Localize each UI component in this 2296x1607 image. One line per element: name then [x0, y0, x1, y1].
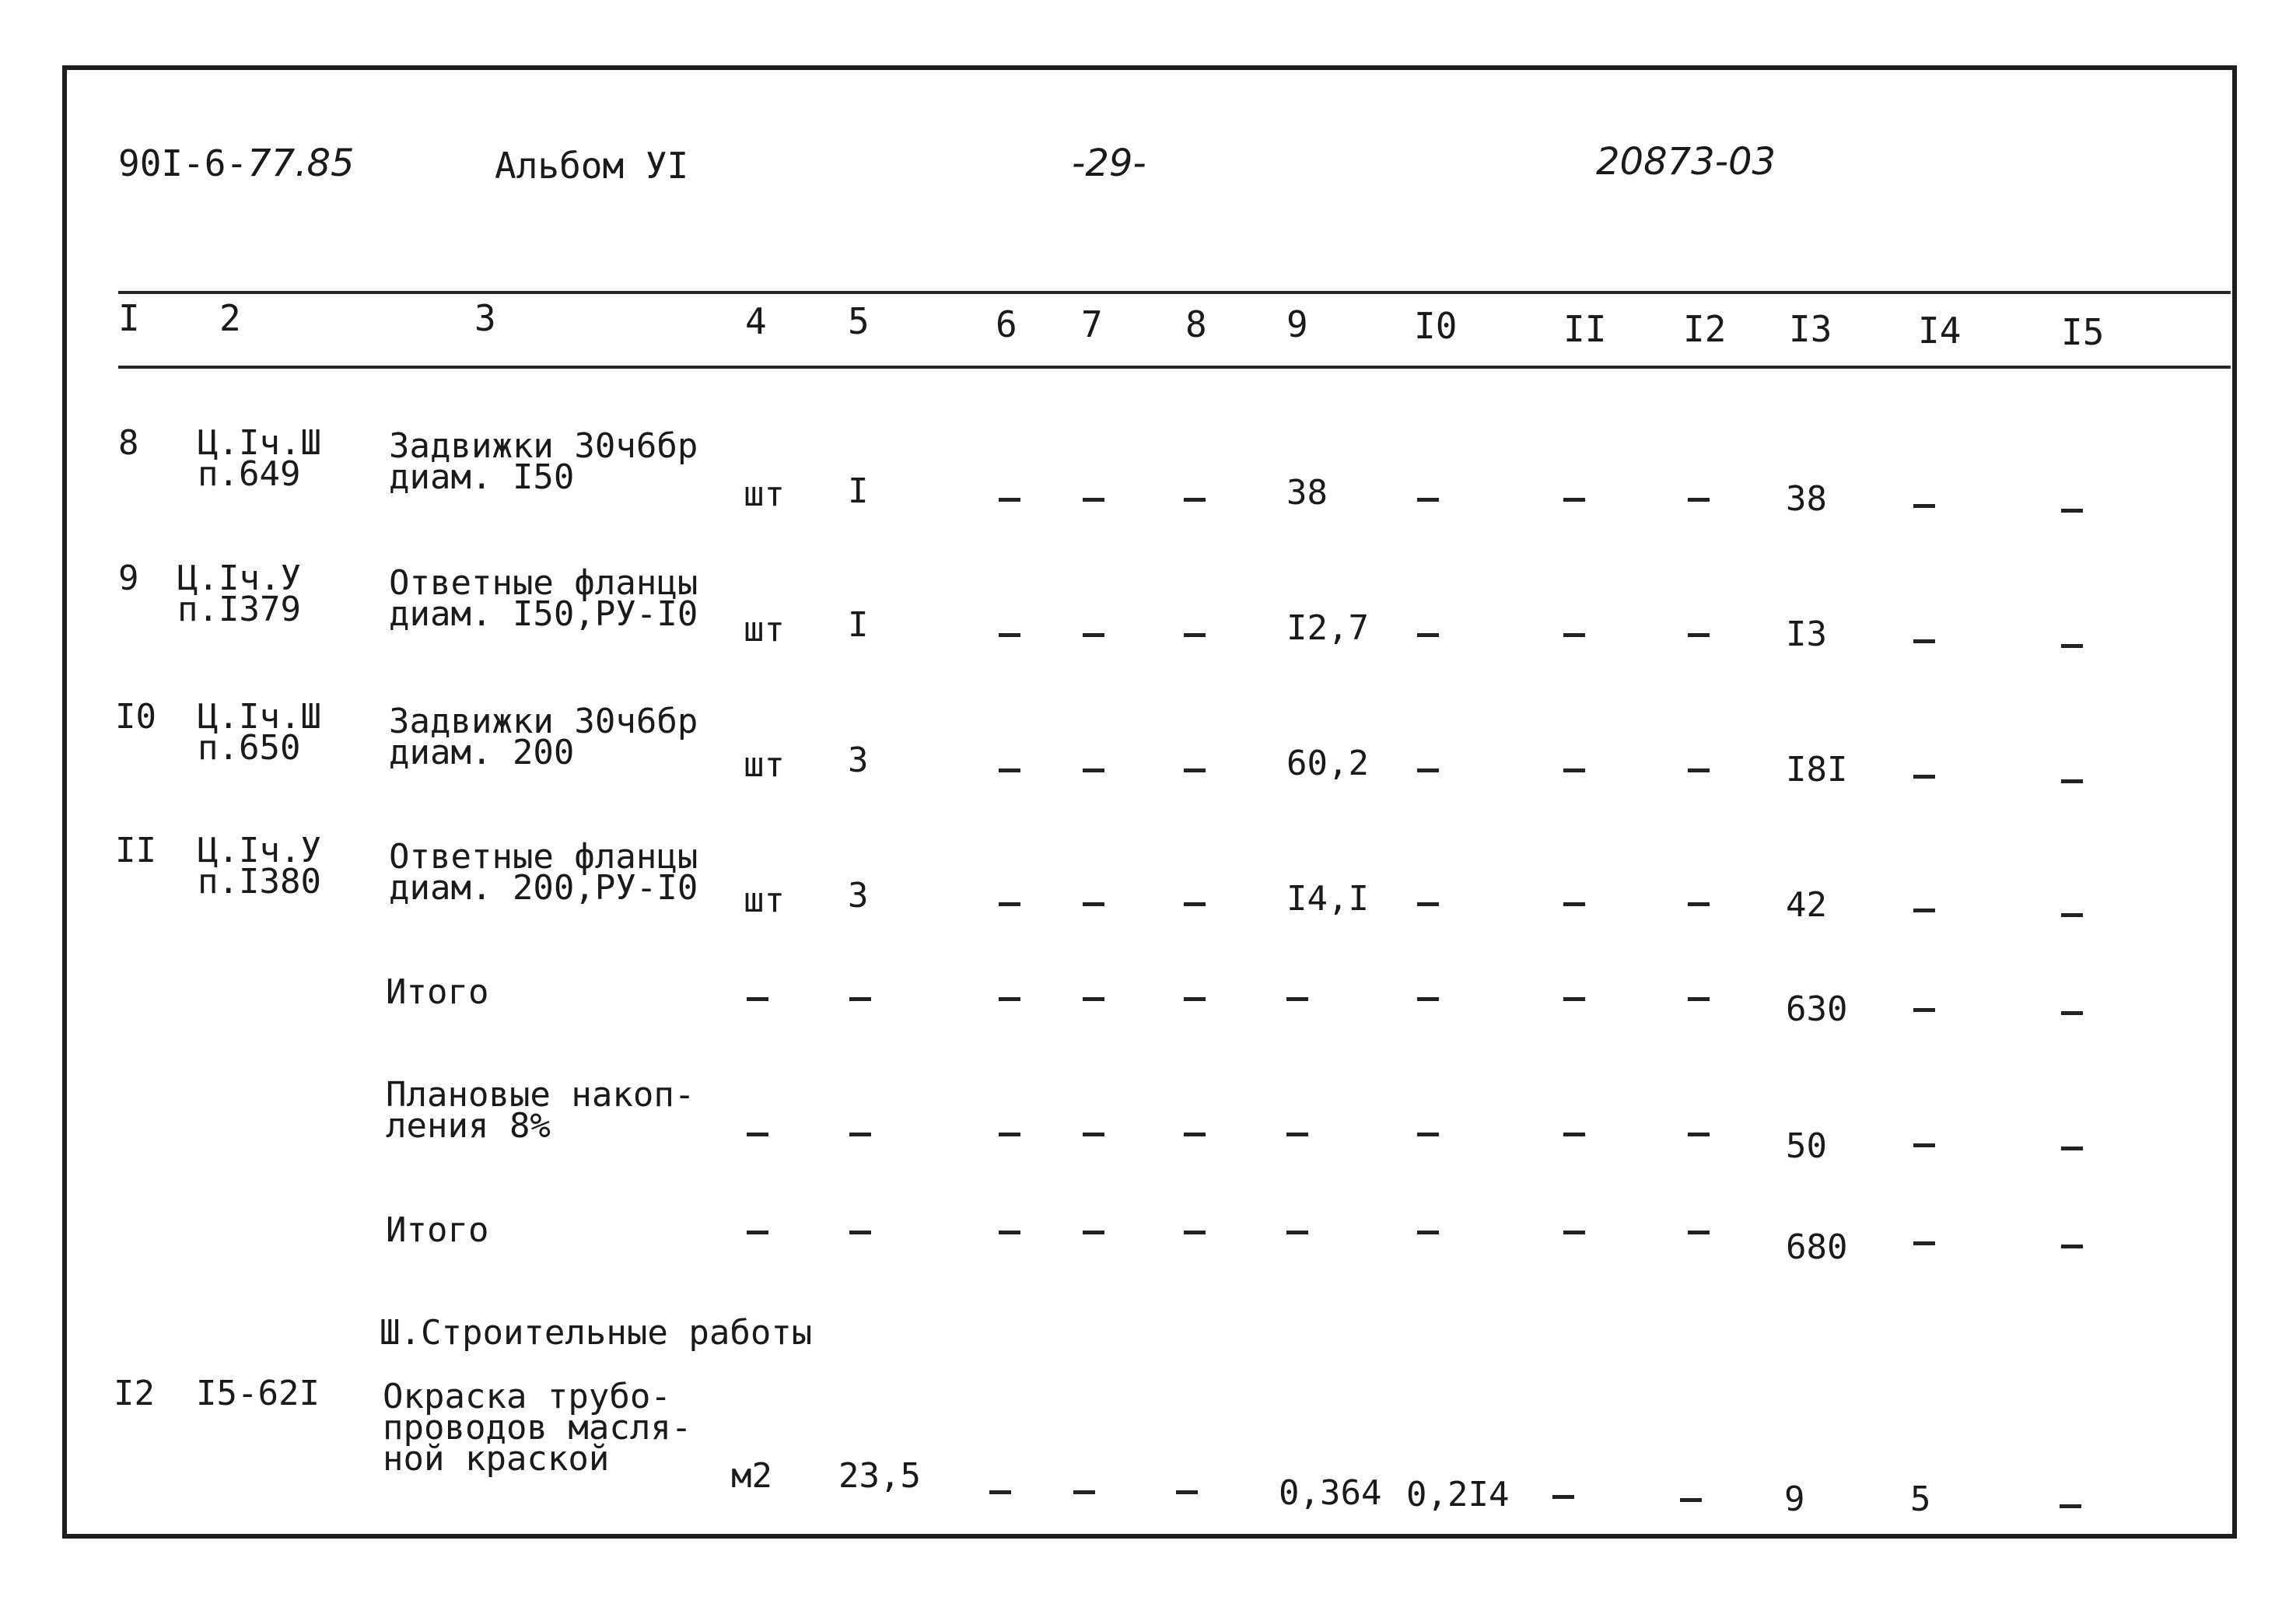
col-header-12: I2 — [1683, 308, 1727, 350]
empty-cell-dash — [747, 1231, 768, 1234]
empty-cell-dash — [1083, 1231, 1104, 1234]
col-header-3: 3 — [474, 297, 496, 339]
row-unit: шт — [744, 474, 785, 514]
row-reference: Ц.Iч.У п.I379 — [177, 558, 301, 629]
row-col9: 0,364 — [1279, 1473, 1382, 1513]
empty-cell-dash — [1417, 902, 1439, 906]
empty-cell-dash — [1083, 902, 1104, 906]
row-name: Задвижки 30ч6бр диам. I50 — [389, 426, 698, 497]
row-col13: 50 — [1786, 1126, 1827, 1166]
empty-cell-dash — [2061, 1011, 2083, 1015]
row-col13: 9 — [1784, 1479, 1805, 1519]
empty-cell-dash — [747, 997, 768, 1001]
col-header-1: I — [118, 297, 140, 339]
empty-cell-dash — [1184, 997, 1206, 1001]
empty-cell-dash — [2061, 1245, 2083, 1248]
empty-cell-dash — [1563, 498, 1585, 502]
row-col13: 38 — [1786, 479, 1827, 519]
empty-cell-dash — [1176, 1490, 1198, 1494]
page-number: -29- — [1072, 142, 1146, 185]
row-unit: шт — [744, 881, 785, 920]
empty-cell-dash — [1417, 1133, 1439, 1136]
row-col9: I4,I — [1286, 879, 1369, 919]
empty-cell-dash — [1286, 997, 1308, 1001]
empty-cell-dash — [2061, 644, 2083, 648]
empty-cell-dash — [1083, 1133, 1104, 1136]
empty-cell-dash — [1680, 1498, 1702, 1502]
empty-cell-dash — [1073, 1490, 1095, 1494]
header-rule-bottom — [118, 366, 2231, 369]
empty-cell-dash — [1913, 1008, 1935, 1012]
row-quantity: 3 — [848, 876, 869, 916]
empty-cell-dash — [849, 1231, 871, 1234]
empty-cell-dash — [2061, 509, 2083, 513]
col-header-4: 4 — [745, 300, 767, 342]
row-quantity: 3 — [848, 740, 869, 780]
empty-cell-dash — [1563, 768, 1585, 772]
empty-cell-dash — [989, 1490, 1011, 1494]
empty-cell-dash — [1184, 1133, 1206, 1136]
empty-cell-dash — [1286, 1231, 1308, 1234]
row-number: I0 — [115, 697, 156, 737]
empty-cell-dash — [999, 902, 1020, 906]
empty-cell-dash — [1688, 1133, 1710, 1136]
row-reference: Ц.Iч.Ш п.649 — [198, 423, 321, 494]
empty-cell-dash — [1083, 498, 1104, 502]
row-quantity: I — [848, 605, 869, 645]
row-number: II — [115, 831, 156, 870]
row-unit: м2 — [731, 1456, 772, 1496]
empty-cell-dash — [2061, 1147, 2083, 1150]
doc-code: 90I-6-77.85 — [118, 142, 355, 185]
empty-cell-dash — [1417, 1231, 1439, 1234]
empty-cell-dash — [1913, 1143, 1935, 1147]
row-col13: 680 — [1786, 1227, 1848, 1267]
empty-cell-dash — [1184, 1231, 1206, 1234]
empty-cell-dash — [1688, 902, 1710, 906]
col-header-13: I3 — [1789, 308, 1832, 350]
col-header-10: I0 — [1414, 305, 1458, 347]
empty-cell-dash — [1563, 997, 1585, 1001]
empty-cell-dash — [999, 498, 1020, 502]
row-col9: I2,7 — [1286, 608, 1369, 648]
empty-cell-dash — [1083, 997, 1104, 1001]
row-unit: шт — [744, 745, 785, 785]
row-reference: I5-62I — [196, 1374, 320, 1413]
empty-cell-dash — [747, 1133, 768, 1136]
empty-cell-dash — [1552, 1495, 1574, 1499]
row-col9: 60,2 — [1286, 744, 1369, 783]
row-col13: 630 — [1786, 989, 1848, 1029]
empty-cell-dash — [1688, 768, 1710, 772]
header-rule-top — [118, 291, 2231, 294]
empty-cell-dash — [1286, 1133, 1308, 1136]
row-col13: I8I — [1786, 750, 1848, 789]
empty-cell-dash — [2061, 779, 2083, 783]
empty-cell-dash — [1563, 1133, 1585, 1136]
row-col14: 5 — [1910, 1479, 1931, 1519]
empty-cell-dash — [1184, 498, 1206, 502]
empty-cell-dash — [1688, 498, 1710, 502]
empty-cell-dash — [1083, 633, 1104, 637]
row-name: Ответные фланцы диам. 200,РУ-I0 — [389, 837, 698, 908]
empty-cell-dash — [1563, 902, 1585, 906]
empty-cell-dash — [1417, 768, 1439, 772]
row-name: Плановые накоп- ления 8% — [386, 1075, 695, 1146]
row-number: I2 — [114, 1374, 155, 1413]
row-quantity: 23,5 — [838, 1456, 921, 1496]
col-header-5: 5 — [848, 300, 870, 342]
row-unit: шт — [744, 610, 785, 649]
col-header-7: 7 — [1081, 303, 1103, 345]
empty-cell-dash — [999, 1231, 1020, 1234]
empty-cell-dash — [1688, 1231, 1710, 1234]
row-col13: I3 — [1786, 614, 1827, 654]
empty-cell-dash — [1913, 909, 1935, 912]
empty-cell-dash — [1688, 633, 1710, 637]
col-header-15: I5 — [2061, 311, 2105, 353]
empty-cell-dash — [849, 1133, 871, 1136]
empty-cell-dash — [1083, 768, 1104, 772]
empty-cell-dash — [1563, 1231, 1585, 1234]
empty-cell-dash — [1417, 997, 1439, 1001]
row-col10: 0,2I4 — [1406, 1475, 1510, 1514]
empty-cell-dash — [999, 633, 1020, 637]
row-reference: Ц.Iч.Ш п.650 — [198, 697, 321, 768]
empty-cell-dash — [1184, 768, 1206, 772]
row-number: 8 — [118, 423, 139, 463]
empty-cell-dash — [1688, 997, 1710, 1001]
row-col13: 42 — [1786, 885, 1827, 925]
empty-cell-dash — [1184, 633, 1206, 637]
section-title: Ш.Строительные работы — [380, 1313, 813, 1353]
row-quantity: I — [848, 471, 869, 511]
row-reference: Ц.Iч.У п.I380 — [198, 831, 321, 902]
empty-cell-dash — [1913, 775, 1935, 779]
empty-cell-dash — [849, 997, 871, 1001]
col-header-14: I4 — [1918, 310, 1962, 352]
empty-cell-dash — [999, 768, 1020, 772]
empty-cell-dash — [1913, 639, 1935, 643]
empty-cell-dash — [1184, 902, 1206, 906]
empty-cell-dash — [999, 1133, 1020, 1136]
row-name: Итого — [386, 1210, 489, 1250]
col-header-9: 9 — [1286, 303, 1308, 345]
col-header-2: 2 — [219, 297, 241, 339]
col-header-11: II — [1563, 308, 1607, 350]
row-name: Окраска трубо- проводов масля- ной краской — [383, 1377, 692, 1479]
empty-cell-dash — [1417, 633, 1439, 637]
row-name: Ответные фланцы диам. I50,РУ-I0 — [389, 563, 698, 634]
empty-cell-dash — [2061, 913, 2083, 917]
row-number: 9 — [118, 558, 139, 598]
empty-cell-dash — [999, 997, 1020, 1001]
col-header-8: 8 — [1185, 303, 1207, 345]
row-col9: 38 — [1286, 473, 1328, 513]
empty-cell-dash — [2060, 1504, 2081, 1508]
col-header-6: 6 — [996, 303, 1017, 345]
empty-cell-dash — [1563, 633, 1585, 637]
row-name: Задвижки 30ч6бр диам. 200 — [389, 702, 698, 772]
document-number: 20873-03 — [1596, 140, 1776, 184]
album-label: Альбом УI — [495, 145, 689, 187]
row-name: Итого — [386, 972, 489, 1012]
empty-cell-dash — [1417, 498, 1439, 502]
empty-cell-dash — [1913, 504, 1935, 508]
empty-cell-dash — [1913, 1241, 1935, 1245]
